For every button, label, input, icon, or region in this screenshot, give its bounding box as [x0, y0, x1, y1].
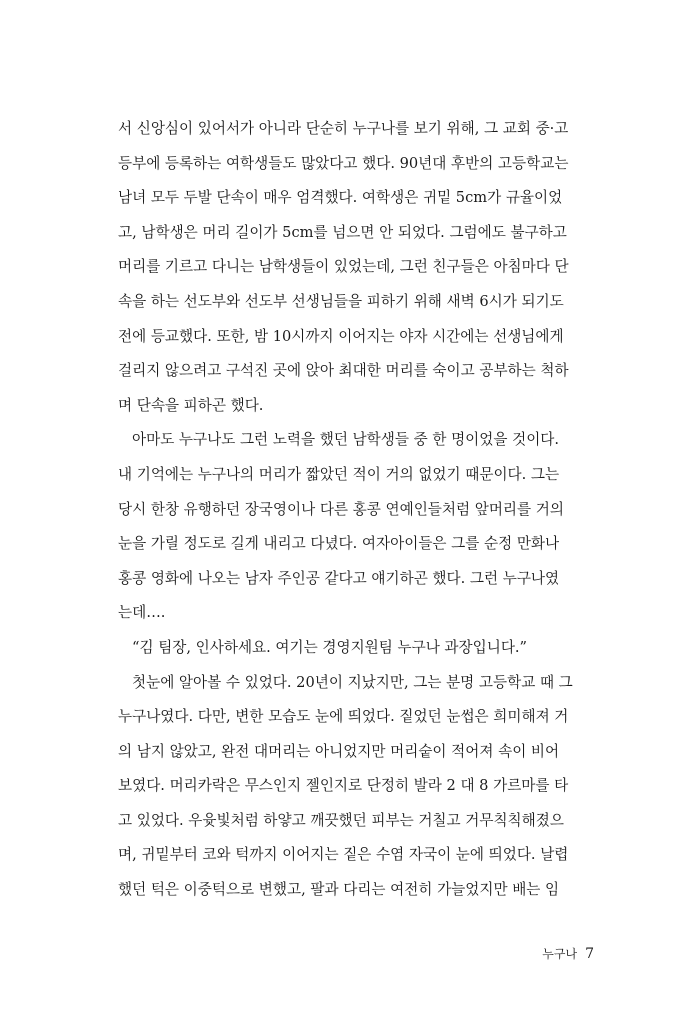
text-line: 누구나였다. 다만, 변한 모습도 눈에 띄었다. 짙었던 눈썹은 희미해져 거 — [118, 708, 569, 726]
running-title: 누구나 — [542, 947, 578, 961]
text-line: 보였다. 머리카락은 무스인지 젤인지로 단정히 발라 2 대 8 가르마를 타 — [118, 777, 569, 795]
text-line: 의 남지 않았고, 완전 대머리는 아니었지만 머리숱이 적어져 속이 비어 — [118, 742, 560, 760]
text-line: 등부에 등록하는 여학생들도 많았다고 했다. 90년대 후반의 고등학교는 — [118, 154, 569, 172]
text-line: 첫눈에 알아볼 수 있었다. 20년이 지났지만, 그는 분명 고등학교 때 그 — [132, 673, 573, 691]
text-line: 서 신앙심이 있어서가 아니라 단순히 누구나를 보기 위해, 그 교회 중·고 — [118, 120, 569, 137]
text-line: 고, 남학생은 머리 길이가 5cm를 넘으면 안 되었다. 그럼에도 불구하고 — [118, 223, 567, 241]
page-footer — [542, 944, 594, 965]
text-line: 속을 하는 선도부와 선도부 선생님들을 피하기 위해 새벽 6시가 되기도 — [118, 292, 564, 310]
text-line: 아마도 누구나도 그런 노력을 했던 남학생들 중 한 명이었을 것이다. — [132, 431, 560, 449]
text-line: 머리를 기르고 다니는 남학생들이 있었는데, 그런 친구들은 아침마다 단 — [118, 258, 569, 276]
text-line: 눈을 가릴 정도로 길게 내리고 다녔다. 여자아이들은 그를 순정 만화나 — [118, 535, 560, 553]
text-line: 는데…. — [118, 604, 166, 622]
text-line: 홍콩 영화에 나오는 남자 주인공 같다고 얘기하곤 했다. 그런 누구나였 — [118, 569, 560, 587]
text-line: 걸리지 않으려고 구석진 곳에 앉아 최대한 머리를 숙이고 공부하는 척하 — [118, 362, 569, 380]
text-line: 내 기억에는 누구나의 머리가 짧았던 적이 거의 없었기 때문이다. 그는 — [118, 465, 560, 483]
dialogue-line: “김 팀장, 인사하세요. 여기는 경영지원팀 누구나 과장입니다.” — [132, 638, 528, 656]
text-line: 며 단속을 피하곤 했다. — [118, 396, 264, 414]
text-line: 고 있었다. 우윳빛처럼 하얗고 깨끗했던 피부는 거칠고 거무칙칙해졌으 — [118, 811, 564, 829]
text-line: 남녀 모두 두발 단속이 매우 엄격했다. 여학생은 귀밑 5cm가 규율이었 — [118, 189, 563, 207]
text-line: 당시 한창 유행하던 장국영이나 다른 홍콩 연예인들처럼 앞머리를 거의 — [118, 500, 564, 518]
text-line: 전에 등교했다. 또한, 밤 10시까지 이어지는 야자 시간에는 선생님에게 — [118, 327, 564, 345]
text-line: 했던 턱은 이중턱으로 변했고, 팔과 다리는 여전히 가늘었지만 배는 임 — [118, 881, 560, 899]
body-text — [118, 112, 596, 908]
page-number: 7 — [585, 946, 594, 962]
text-line: 며, 귀밑부터 코와 턱까지 이어지는 짙은 수염 자국이 눈에 띄었다. 날렵 — [118, 846, 569, 864]
